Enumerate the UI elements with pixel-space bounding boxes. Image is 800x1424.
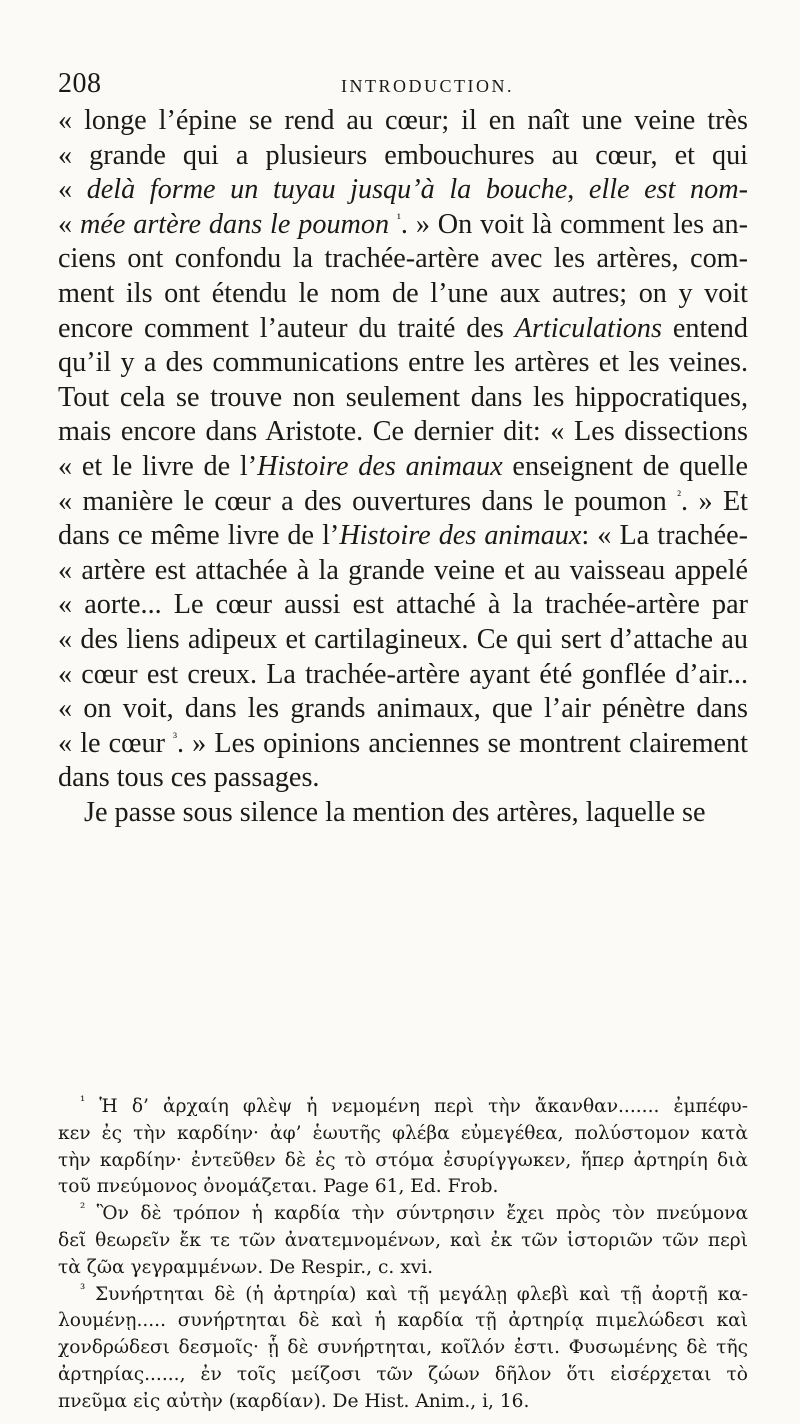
- text-line: « grande qui a plusieurs embouchures au cœur, et qui: [58, 139, 748, 171]
- text-line: dans tous ces passages.: [58, 762, 320, 794]
- footnote-line: χονδρώδεσι δεσμοῖς· ᾗ δὲ συνήρτηται, κοῖλόν ἐστι. Φυσωμένης δὲ τῆς: [58, 1337, 748, 1359]
- footnote-line: $^{^3}$ Συνήρτηται δὲ (ἡ ἀρτηρία) καὶ τῇ μεγάλῃ φλεβὶ καὶ τῇ ἀορτῇ κα-: [80, 1281, 748, 1305]
- text-line: « artère est attachée à la grande veine et au vaisseau appelé: [58, 554, 748, 586]
- text-line: dans ce même livre de l’Histoire des animaux: « La trachée-: [58, 520, 748, 552]
- text-line: « delà forme un tuyau jusqu’à la bouche, elle est nom-: [58, 174, 748, 206]
- footnote-line: λουμένῃ..... συνήρτηται δὲ καὶ ἡ καρδία τῇ ἀρτηρίᾳ πιμελώδεσι καὶ: [58, 1310, 748, 1332]
- footnote-line: ἀρτηρίας......, ἐν τοῖς μείζοσι τῶν ζώων δῆλον ὅτι εἰσέρχεται τὸ: [58, 1363, 748, 1385]
- text-line: « et le livre de l’Histoire des animaux enseignent de quelle: [58, 450, 748, 482]
- main-text: [58, 104, 748, 830]
- text-line: « mée artère dans le poumon $^{^1}$. » On voit là comment les an-: [58, 208, 748, 240]
- running-head: INTRODUCTION.: [341, 76, 514, 96]
- text-line: qu’il y a des communications entre les artères et les veines.: [58, 347, 748, 379]
- text-line: mais encore dans Aristote. Ce dernier dit: « Les dissections: [58, 416, 748, 448]
- text-line: Tout cela se trouve non seulement dans les hippocratiques,: [58, 381, 748, 413]
- text-line: « le cœur $^{^3}$. » Les opinions anciennes se montrent clairement: [58, 727, 748, 759]
- text-line: ment ils ont étendu le nom de l’une aux autres; on y voit: [58, 277, 748, 309]
- footnote-line: $^{^2}$ Ὃν δὲ τρόπον ἡ καρδία τὴν σύντρησιν ἔχει πρὸς τὸν πνεύμονα: [80, 1201, 748, 1225]
- text-line: « cœur est creux. La trachée-artère ayant été gonflée d’air...: [58, 658, 748, 690]
- text-line: Je passe sous silence la mention des artères, laquelle se: [84, 796, 706, 828]
- text-line: encore comment l’auteur du traité des Articulations entend: [58, 312, 748, 344]
- page-header: [58, 68, 748, 102]
- footnote-line: τὴν καρδίην· ἐντεῦθεν δὲ ἐς τὸ στόμα ἐσυρίγγωκεν, ἥπερ ἀρτηρίη διὰ: [58, 1149, 748, 1171]
- footnote-line: $^{^1}$ Ἡ δ’ ἀρχαίη φλὲψ ἡ νεμομένη περὶ τὴν ἄκανθαν....... ἐμπέφυ-: [80, 1093, 748, 1117]
- text-line: « on voit, dans les grands animaux, que l’air pénètre dans: [58, 693, 748, 725]
- footnote-line: κεν ἐς τὴν καρδίην· ἀφ’ ἑωυτῆς φλέβα εὐμεγέθεα, πολύστομον κατὰ: [58, 1122, 748, 1144]
- footnote-line: τοῦ πνεύμονος ὀνομάζεται. Page 61, Ed. Frob.: [58, 1176, 499, 1198]
- text-line: « manière le cœur a des ouvertures dans le poumon $^{^2}$. » Et: [58, 485, 748, 517]
- footnote-line: πνεῦμα εἰς αὐτὴν (καρδίαν). De Hist. Anim., i, 16.: [58, 1390, 530, 1412]
- text-line: ciens ont confondu la trachée-artère avec les artères, com-: [58, 243, 748, 275]
- footnote-line: δεῖ θεωρεῖν ἔκ τε τῶν ἀνατεμνομένων, καὶ ἐκ τῶν ἱστοριῶν τῶν περὶ: [58, 1229, 748, 1251]
- footnote-line: τὰ ζῶα γεγραμμένων. De Respir., c. xvi.: [58, 1256, 434, 1278]
- text-line: « des liens adipeux et cartilagineux. Ce qui sert d’attache au: [58, 623, 748, 655]
- text-line: « aorte... Le cœur aussi est attaché à la trachée-artère par: [58, 589, 748, 621]
- page-number: 208: [58, 68, 102, 99]
- text-line: « longe l’épine se rend au cœur; il en naît une veine très: [58, 105, 748, 136]
- footnotes: [58, 1094, 748, 1416]
